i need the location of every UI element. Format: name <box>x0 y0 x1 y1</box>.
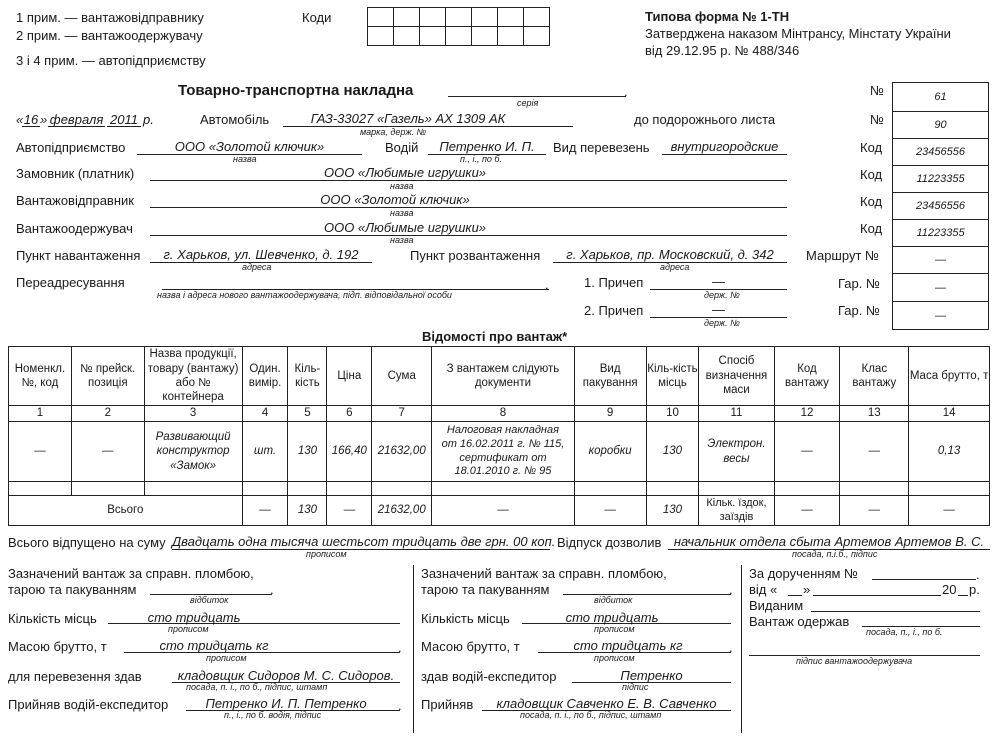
c3-proxy-label: За дорученням № <box>749 566 858 581</box>
cargo-cell[interactable] <box>372 482 432 496</box>
col-number: 3 <box>144 406 242 422</box>
document-title: Товарно-транспортна накладна <box>178 82 414 99</box>
cargo-header-cell: № прейск. позиція <box>71 347 144 406</box>
cargo-cell[interactable] <box>71 482 144 496</box>
consignee-value[interactable]: ООО «Любимые игрушки» <box>323 220 487 235</box>
c3-from-month-line <box>813 595 941 596</box>
cargo-header-row <box>9 347 990 406</box>
total-cell[interactable]: — <box>909 496 990 526</box>
cargo-cell[interactable] <box>699 482 774 496</box>
cargo-header-cell: Клас вантажу <box>840 347 909 406</box>
total-cell[interactable]: 21632,00 <box>372 496 432 526</box>
col-number: 13 <box>840 406 909 422</box>
c3-issued-line <box>811 611 980 612</box>
cargo-cell[interactable] <box>9 482 72 496</box>
no-label-1: № <box>870 83 884 98</box>
trailer1-caption: держ. № <box>704 290 740 300</box>
shipper-caption: назва <box>390 208 414 218</box>
shipper-label: Вантажовідправник <box>16 193 134 208</box>
customer-caption: назва <box>390 181 414 191</box>
customer-value[interactable]: ООО «Любимые игрушки» <box>323 165 487 180</box>
cargo-header-cell: Вид пакування <box>574 347 646 406</box>
total-cell[interactable]: — <box>574 496 646 526</box>
c1-mass-caption: прописом <box>206 653 247 663</box>
c1-seal-dot: . <box>270 582 274 597</box>
customer-line <box>150 180 787 181</box>
c1-accepted-value[interactable]: Петренко И. П. Петренко <box>205 696 367 711</box>
cargo-cell[interactable]: 166,40 <box>327 422 372 482</box>
copy2-note: 2 прим. — вантажоодержувачу <box>16 28 203 43</box>
c1-seal-caption: відбиток <box>190 595 229 605</box>
year-value[interactable]: 2011 <box>110 112 138 127</box>
c3-received-caption: посада, п., і., по б. <box>866 627 943 637</box>
trailer1-label: 1. Причеп <box>584 275 644 290</box>
series-dot: . <box>624 84 628 99</box>
release-caption: посада, п.і.б., підпис <box>792 549 878 559</box>
c1-mass-label: Масою брутто, т <box>8 639 107 654</box>
code-cell[interactable] <box>524 8 550 27</box>
c2-places-value[interactable]: сто тридцать <box>565 610 659 625</box>
code-consignee-box[interactable]: 11223355 <box>892 219 989 247</box>
auto-caption: марка, держ. № <box>360 127 427 137</box>
route-label: Маршрут № <box>806 248 879 263</box>
cargo-cell[interactable]: шт. <box>242 422 288 482</box>
waybill-label: до подорожнього листа <box>634 112 776 127</box>
date-close-quote: » <box>40 112 48 127</box>
c2-places-caption: прописом <box>594 624 635 634</box>
cargo-header-cell: Кіль-кість місць <box>646 347 699 406</box>
cargo-header-cell: Кіль-кість <box>288 347 327 406</box>
c2-seal-line <box>563 594 731 595</box>
readdress-dot: . <box>545 277 549 292</box>
cargo-cell[interactable] <box>909 482 990 496</box>
c1-handed-value[interactable]: кладовщик Сидоров М. С. Сидоров. <box>177 668 395 683</box>
cargo-cell[interactable] <box>646 482 699 496</box>
cargo-header-cell: Один. вимір. <box>242 347 288 406</box>
customer-label: Замовник (платник) <box>16 166 135 181</box>
c2-accepted-value[interactable]: кладовщик Савченко Е. В. Савченко <box>496 696 717 711</box>
col-number: 11 <box>699 406 774 422</box>
total-cell[interactable]: — <box>432 496 575 526</box>
auto-label: Автомобіль <box>200 112 270 127</box>
c3-proxy-dot: . <box>976 567 980 582</box>
c3-from-mid: » <box>803 582 811 597</box>
cargo-cell[interactable]: — <box>71 422 144 482</box>
transport-line <box>662 154 787 155</box>
c2-accepted-caption: посада, п. і., по б., підпис, штамп <box>520 710 662 720</box>
code-cell[interactable] <box>472 27 498 46</box>
transport-value[interactable]: внутригородские <box>670 139 779 154</box>
enterprise-label: Автопідприємство <box>16 140 126 155</box>
total-label: Всього <box>9 496 243 526</box>
cargo-header-cell: Спосіб визначення маси <box>699 347 774 406</box>
gar-label-2: Гар. № <box>838 303 880 318</box>
approved-line2: від 29.12.95 р. № 488/346 <box>645 43 800 58</box>
code-cell[interactable] <box>420 27 446 46</box>
shipper-line <box>150 207 787 208</box>
total-cell[interactable]: — <box>327 496 372 526</box>
enterprise-caption: назва <box>233 154 257 164</box>
code-cell[interactable] <box>394 8 420 27</box>
copy1-note: 1 прим. — вантажовідправнику <box>16 10 204 25</box>
cargo-cell[interactable] <box>288 482 327 496</box>
cargo-header-cell: З вантажем слідують документи <box>432 347 575 406</box>
auto-line <box>283 126 573 127</box>
cargo-cell[interactable]: коробки <box>574 422 646 482</box>
cargo-header-cell: Сума <box>372 347 432 406</box>
consignee-caption: назва <box>390 235 414 245</box>
trailer2-label: 2. Причеп <box>584 303 644 318</box>
code-cell[interactable] <box>368 27 394 46</box>
code-cell[interactable] <box>420 8 446 27</box>
code-cell[interactable] <box>368 8 394 27</box>
cargo-cell[interactable]: — <box>9 422 72 482</box>
col-number: 8 <box>432 406 575 422</box>
readdress-caption: назва і адреса нового вантажоодержувача, підп. відповідальної особи <box>157 290 452 300</box>
cargo-cell[interactable]: Электрон. весы <box>699 422 774 482</box>
sum-line <box>172 549 550 550</box>
date-open-quote: « <box>16 112 24 127</box>
col-number: 4 <box>242 406 288 422</box>
code-cell[interactable] <box>524 27 550 46</box>
c3-from-label: від « <box>749 582 778 597</box>
cargo-cell[interactable] <box>840 482 909 496</box>
c3-from-year-line <box>958 595 968 596</box>
c3-from-suffix: р. <box>969 582 980 597</box>
c2-places-label: Кількість місць <box>421 611 510 626</box>
c2-mass-caption: прописом <box>594 653 635 663</box>
trailer1-value[interactable]: — <box>712 274 725 289</box>
c2-handed-caption: підпис <box>622 682 649 692</box>
cargo-cell[interactable]: 130 <box>288 422 327 482</box>
cargo-cell[interactable] <box>574 482 646 496</box>
series-caption: серія <box>517 98 539 108</box>
cargo-cell[interactable] <box>774 482 840 496</box>
total-cell[interactable]: 130 <box>288 496 327 526</box>
cargo-cell[interactable]: — <box>774 422 840 482</box>
c3-from-day-line <box>788 595 802 596</box>
cargo-empty-row <box>9 482 990 496</box>
code-cell[interactable] <box>394 27 420 46</box>
kod-label-1: Код <box>860 140 883 155</box>
cargo-cell[interactable]: 0,13 <box>909 422 990 482</box>
gar1-box[interactable]: — <box>892 273 989 302</box>
c2-handed-label: здав водій-експедитор <box>421 669 557 684</box>
col-number: 5 <box>288 406 327 422</box>
consignee-line <box>150 235 787 236</box>
kod-label-4: Код <box>860 221 883 236</box>
sum-caption: прописом <box>306 549 347 559</box>
route-box[interactable]: — <box>892 246 989 274</box>
sum-value[interactable]: Двадцать одна тысяча шестьсот тридцать две грн. 00 коп. <box>172 534 556 549</box>
approved-line1: Затверджена наказом Мінтрансу, Мінстату України <box>645 26 951 41</box>
cargo-cell[interactable]: 130 <box>646 422 699 482</box>
driver-caption: п., і., по б. <box>460 154 502 164</box>
c1-accepted-caption: п., і., по б. водія, підпис <box>224 710 322 720</box>
c1-handed-caption: посада, п. і., по б., підпис, штамп <box>186 682 328 692</box>
sum-label: Всього відпущено на суму <box>8 535 166 550</box>
no2-box[interactable]: 90 <box>892 111 989 139</box>
unload-point-value[interactable]: г. Харьков, пр. Московский, д. 342 <box>566 247 774 262</box>
cargo-cell[interactable]: 21632,00 <box>372 422 432 482</box>
c2-seal-line1: Зазначений вантаж за справн. пломбою, <box>421 566 667 581</box>
day-value[interactable]: 16 <box>23 112 39 127</box>
copy34-note: 3 і 4 прим. — автопідприємству <box>16 53 206 68</box>
release-value[interactable]: начальник отдела сбыта Артемов Артемов В. С. <box>673 534 985 549</box>
auto-value[interactable]: ГАЗ-33027 «Газель» АХ 1309 АК <box>310 111 506 126</box>
cargo-cell[interactable]: — <box>840 422 909 482</box>
cargo-number-row <box>9 406 990 422</box>
col-number: 12 <box>774 406 840 422</box>
col-number: 7 <box>372 406 432 422</box>
c1-seal-line1: Зазначений вантаж за справн. пломбою, <box>8 566 254 581</box>
cargo-cell[interactable] <box>432 482 575 496</box>
c3-proxy-line <box>872 579 976 580</box>
cargo-cell[interactable]: Налоговая накладная от 16.02.2011 г. № 115, сертификат от 18.01.2010 г. № 95 <box>432 422 575 482</box>
c3-issued-label: Виданим <box>749 598 804 613</box>
trailer2-value[interactable]: — <box>712 302 725 317</box>
no-label-2: № <box>870 112 884 127</box>
c2-seal-caption: відбиток <box>594 595 633 605</box>
c2-accepted-label: Прийняв <box>421 697 474 712</box>
c2-seal-dot: . <box>729 582 733 597</box>
col-number: 6 <box>327 406 372 422</box>
code-customer-box[interactable]: 11223355 <box>892 165 989 193</box>
col-number: 9 <box>574 406 646 422</box>
c1-places-value[interactable]: сто тридцать <box>147 610 241 625</box>
load-point-caption: адреса <box>242 262 272 272</box>
total-cell[interactable]: — <box>774 496 840 526</box>
c3-received-label: Вантаж одержав <box>749 614 850 629</box>
total-cell: Кільк. їздок, заїздів <box>699 496 774 526</box>
year-suffix: р. <box>143 112 154 127</box>
col-number: 1 <box>9 406 72 422</box>
cargo-title: Відомості про вантаж* <box>422 329 568 344</box>
c1-accepted-dot: . <box>398 698 402 713</box>
c1-handed-label: для перевезення здав <box>8 669 142 684</box>
col-number: 2 <box>71 406 144 422</box>
consignee-label: Вантажоодержувач <box>16 221 133 236</box>
no1-box[interactable]: 61 <box>892 82 989 112</box>
readdress-label: Переадресування <box>16 275 125 290</box>
total-cell[interactable]: — <box>840 496 909 526</box>
cargo-total-row <box>9 496 990 526</box>
series-line <box>448 96 626 97</box>
load-point-value[interactable]: г. Харьков, ул. Шевченко, д. 192 <box>163 247 359 262</box>
release-label: Відпуск дозволив <box>557 535 662 550</box>
total-cell[interactable]: — <box>242 496 288 526</box>
form-title: Типова форма № 1-ТН <box>645 9 790 24</box>
cargo-data-row <box>9 422 990 482</box>
code-shipper-box[interactable]: 23456556 <box>892 192 989 220</box>
codes-label: Коди <box>302 10 332 25</box>
c1-accepted-label: Прийняв водій-експедитор <box>8 697 169 712</box>
unload-point-caption: адреса <box>660 262 690 272</box>
total-cell[interactable]: 130 <box>646 496 699 526</box>
code-cell[interactable] <box>446 27 472 46</box>
code-cell[interactable] <box>472 8 498 27</box>
gar2-box[interactable]: — <box>892 301 989 330</box>
cargo-header-cell: Код вантажу <box>774 347 840 406</box>
column-divider <box>413 565 414 733</box>
c3-from-year: 20 <box>942 582 957 597</box>
code-enterprise-box[interactable]: 23456556 <box>892 138 989 166</box>
cargo-cell[interactable] <box>242 482 288 496</box>
driver-label: Водій <box>385 140 419 155</box>
cargo-header-cell: Ціна <box>327 347 372 406</box>
cargo-header-cell: Маса брутто, т <box>909 347 990 406</box>
month-value[interactable]: февраля <box>49 112 104 127</box>
c1-places-label: Кількість місць <box>8 611 97 626</box>
c2-handed-value[interactable]: Петренко <box>620 668 683 683</box>
codes-grid <box>367 7 550 46</box>
enterprise-value[interactable]: ООО «Золотой ключик» <box>174 139 325 154</box>
trailer2-caption: держ. № <box>704 318 740 328</box>
c3-sign-caption: підпис вантажоодержувача <box>796 656 913 666</box>
gar-label-1: Гар. № <box>838 276 880 291</box>
col-number: 14 <box>909 406 990 422</box>
code-cell[interactable] <box>498 27 524 46</box>
cargo-cell[interactable] <box>327 482 372 496</box>
load-point-label: Пункт навантаження <box>16 248 141 263</box>
c1-seal-line2: тарою та пакуванням <box>8 582 137 597</box>
cargo-header-cell: Номенкл. №, код <box>9 347 72 406</box>
c2-seal-line2: тарою та пакуванням <box>421 582 550 597</box>
cargo-cell[interactable] <box>144 482 242 496</box>
unload-point-label: Пункт розвантаження <box>410 248 541 263</box>
column-divider <box>741 565 742 733</box>
c2-mass-value[interactable]: сто тридцать кг <box>573 638 683 653</box>
code-cell[interactable] <box>498 8 524 27</box>
kod-label-2: Код <box>860 167 883 182</box>
transport-label: Вид перевезень <box>553 140 650 155</box>
col-number: 10 <box>646 406 699 422</box>
cargo-header-cell: Назва продукції, товару (вантажу) або № контейнера <box>144 347 242 406</box>
cargo-cell[interactable]: Развивающий конструктор «Замок» <box>144 422 242 482</box>
c2-mass-label: Масою брутто, т <box>421 639 520 654</box>
code-cell[interactable] <box>446 8 472 27</box>
kod-label-3: Код <box>860 194 883 209</box>
driver-value[interactable]: Петренко И. П. <box>439 139 535 154</box>
c1-mass-value[interactable]: сто тридцать кг <box>159 638 269 653</box>
cargo-table <box>8 346 990 526</box>
c1-places-caption: прописом <box>168 624 209 634</box>
c1-mass-dot: . <box>398 640 402 655</box>
c2-mass-dot: . <box>729 640 733 655</box>
shipper-value[interactable]: ООО «Золотой ключик» <box>320 192 470 207</box>
